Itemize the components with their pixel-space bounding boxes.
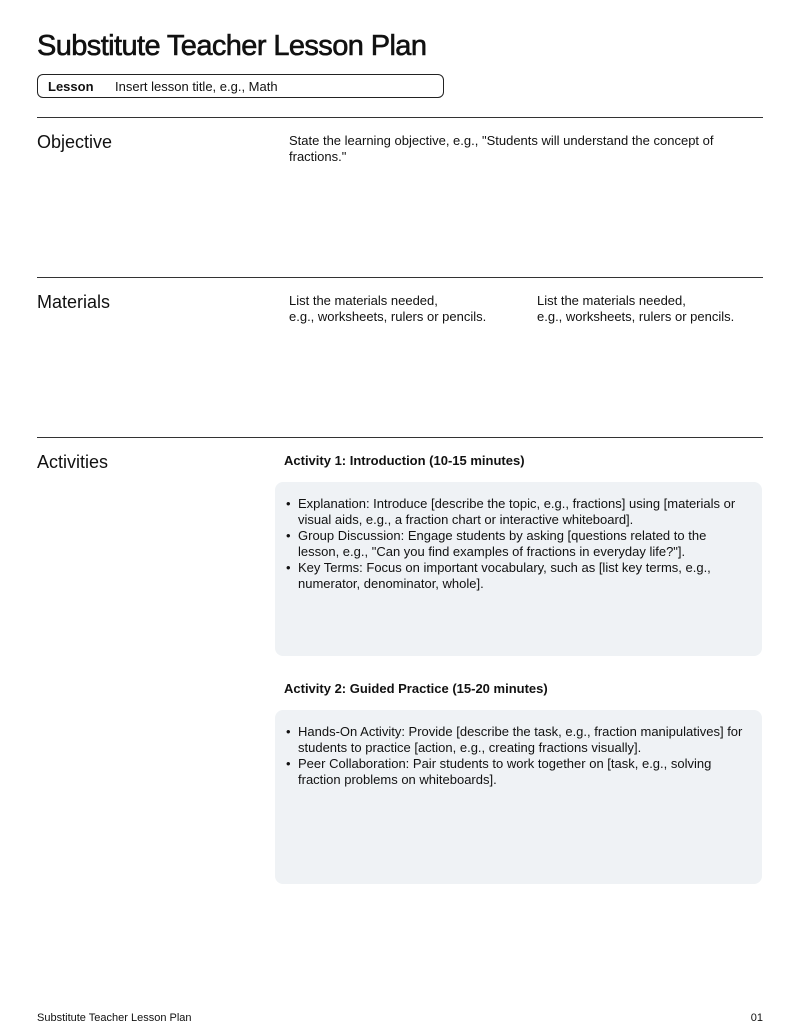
lesson-field[interactable] — [37, 74, 444, 98]
section-divider — [37, 277, 763, 278]
section-divider — [37, 437, 763, 438]
activity-2-bullet-list — [286, 724, 748, 788]
page-number: 01 — [750, 1012, 763, 1024]
objective-text-line: fractions." — [289, 149, 347, 164]
section-divider — [37, 117, 763, 118]
objective-heading: Objective — [37, 132, 113, 152]
activity-1-bullet-list — [286, 496, 748, 592]
footer-title: Substitute Teacher Lesson Plan — [37, 1012, 192, 1024]
page-title: Substitute Teacher Lesson Plan — [37, 30, 427, 62]
objective-text — [289, 133, 714, 165]
activity-bullet: • Peer Collaboration: Pair students to work together on [task, e.g., solving fraction problems on whiteboards]. — [286, 756, 748, 788]
objective-text-line: State the learning objective, e.g., "Students will understand the concept of — [289, 133, 714, 148]
activity-bullet: • Group Discussion: Engage students by asking [questions related to the lesson, e.g., "Can you find examples of fractions in everyday life?"]. — [286, 528, 748, 560]
lesson-label: Lesson — [48, 78, 94, 94]
activity-bullet: • Key Terms: Focus on important vocabulary, such as [list key terms, e.g., numerator, denominator, whole]. — [286, 560, 748, 592]
lesson-title-input[interactable]: Insert lesson title, e.g., Math — [115, 78, 278, 94]
activities-heading: Activities — [37, 452, 109, 472]
materials-column-1 — [289, 293, 486, 325]
activity-bullet: • Hands-On Activity: Provide [describe the task, e.g., fraction manipulatives] for students to practice [action, e.g., creating fractions visually]. — [286, 724, 748, 756]
activity-bullet: • Explanation: Introduce [describe the topic, e.g., fractions] using [materials or visual aids, e.g., a fraction chart or interactive whiteboard]. — [286, 496, 748, 528]
materials-text-line: List the materials needed, — [537, 293, 686, 308]
materials-column-2 — [537, 293, 734, 325]
activity-1-box — [275, 482, 762, 656]
materials-heading: Materials — [37, 292, 111, 312]
activity-1-title: Activity 1: Introduction (10-15 minutes) — [284, 453, 525, 468]
activity-2-title: Activity 2: Guided Practice (15-20 minutes) — [284, 681, 548, 696]
activity-2-box — [275, 710, 762, 884]
materials-text-line: e.g., worksheets, rulers or pencils. — [289, 309, 487, 324]
materials-text-line: List the materials needed, — [289, 293, 438, 308]
materials-text-line: e.g., worksheets, rulers or pencils. — [537, 309, 735, 324]
